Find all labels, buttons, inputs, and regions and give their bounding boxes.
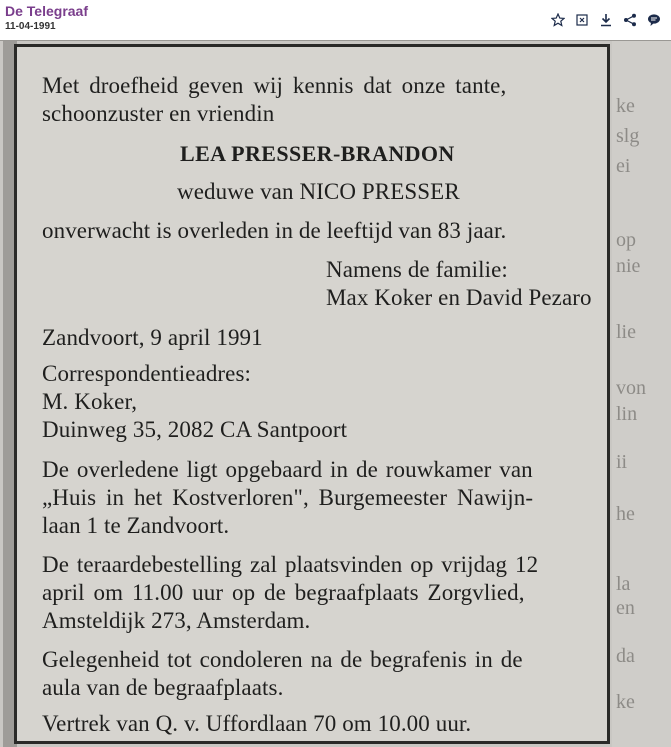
publication-date: 11-04-1991 — [5, 21, 56, 32]
obituary-notice — [14, 44, 610, 744]
column-fragment-text: ii — [616, 451, 628, 473]
column-fragment-text: ei — [616, 155, 631, 177]
column-fragment-text: en — [616, 597, 635, 619]
column-fragment-text: lin — [616, 403, 638, 425]
share-icon[interactable] — [621, 11, 639, 29]
download-icon[interactable] — [597, 11, 615, 29]
adjacent-column-fragment — [612, 41, 671, 747]
deceased-name: LEA PRESSER-BRANDON — [180, 141, 455, 166]
family-names: Max Koker en David Pezaro — [326, 285, 592, 310]
column-fragment-text: nie — [616, 255, 641, 277]
notice-line: Gelegenheid tot condoleren na de begrafenis in de — [42, 647, 523, 672]
notice-line: april om 11.00 uur op de begraafplaats Zorgvlied, — [42, 580, 525, 605]
notice-line: laan 1 te Zandvoort. — [42, 513, 230, 538]
notice-line: onverwacht is overleden in de leeftijd van 83 jaar. — [42, 218, 507, 243]
notice-line: „Huis in het Kostverloren", Burgemeester Nawijn- — [42, 485, 534, 510]
column-fragment-text: da — [616, 645, 635, 667]
column-fragment-text: lie — [616, 321, 636, 343]
notice-line: De teraardebestelling zal plaatsvinden op vrijdag 12 — [42, 552, 539, 577]
correspondence-address: Duinweg 35, 2082 CA Santpoort — [42, 417, 348, 442]
page-header — [0, 0, 671, 40]
notice-line: Met droefheid geven wij kennis dat onze tante, — [42, 73, 507, 98]
column-fragment-text: slg — [616, 125, 640, 147]
notice-line: aula van de begraafplaats. — [42, 675, 284, 700]
notice-line: weduwe van NICO PRESSER — [177, 179, 460, 204]
star-icon[interactable] — [549, 11, 567, 29]
publication-title[interactable]: De Telegraaf — [5, 3, 88, 19]
clip-icon[interactable] — [573, 11, 591, 29]
correspondence-label: Correspondentieadres: — [42, 361, 252, 386]
column-fragment-text: ke — [616, 95, 635, 117]
toolbar — [549, 11, 663, 29]
place-date: Zandvoort, 9 april 1991 — [42, 325, 263, 350]
family-label: Namens de familie: — [326, 257, 508, 282]
comment-icon[interactable] — [645, 11, 663, 29]
column-fragment-text: la — [616, 573, 631, 595]
column-fragment-text: op — [616, 229, 636, 251]
correspondence-name: M. Koker, — [42, 389, 138, 414]
notice-line: De overledene ligt opgebaard in de rouwkamer van — [42, 457, 533, 482]
column-fragment-text: ke — [616, 691, 635, 713]
notice-line: Vertrek van Q. v. Uffordlaan 70 om 10.00 uur. — [42, 711, 472, 736]
notice-line: Amsteldijk 273, Amsterdam. — [42, 608, 311, 633]
column-fragment-text: von — [616, 377, 646, 399]
column-fragment-text: he — [616, 503, 635, 525]
newspaper-clipping — [0, 40, 671, 747]
notice-line: schoonzuster en vriendin — [42, 101, 275, 126]
